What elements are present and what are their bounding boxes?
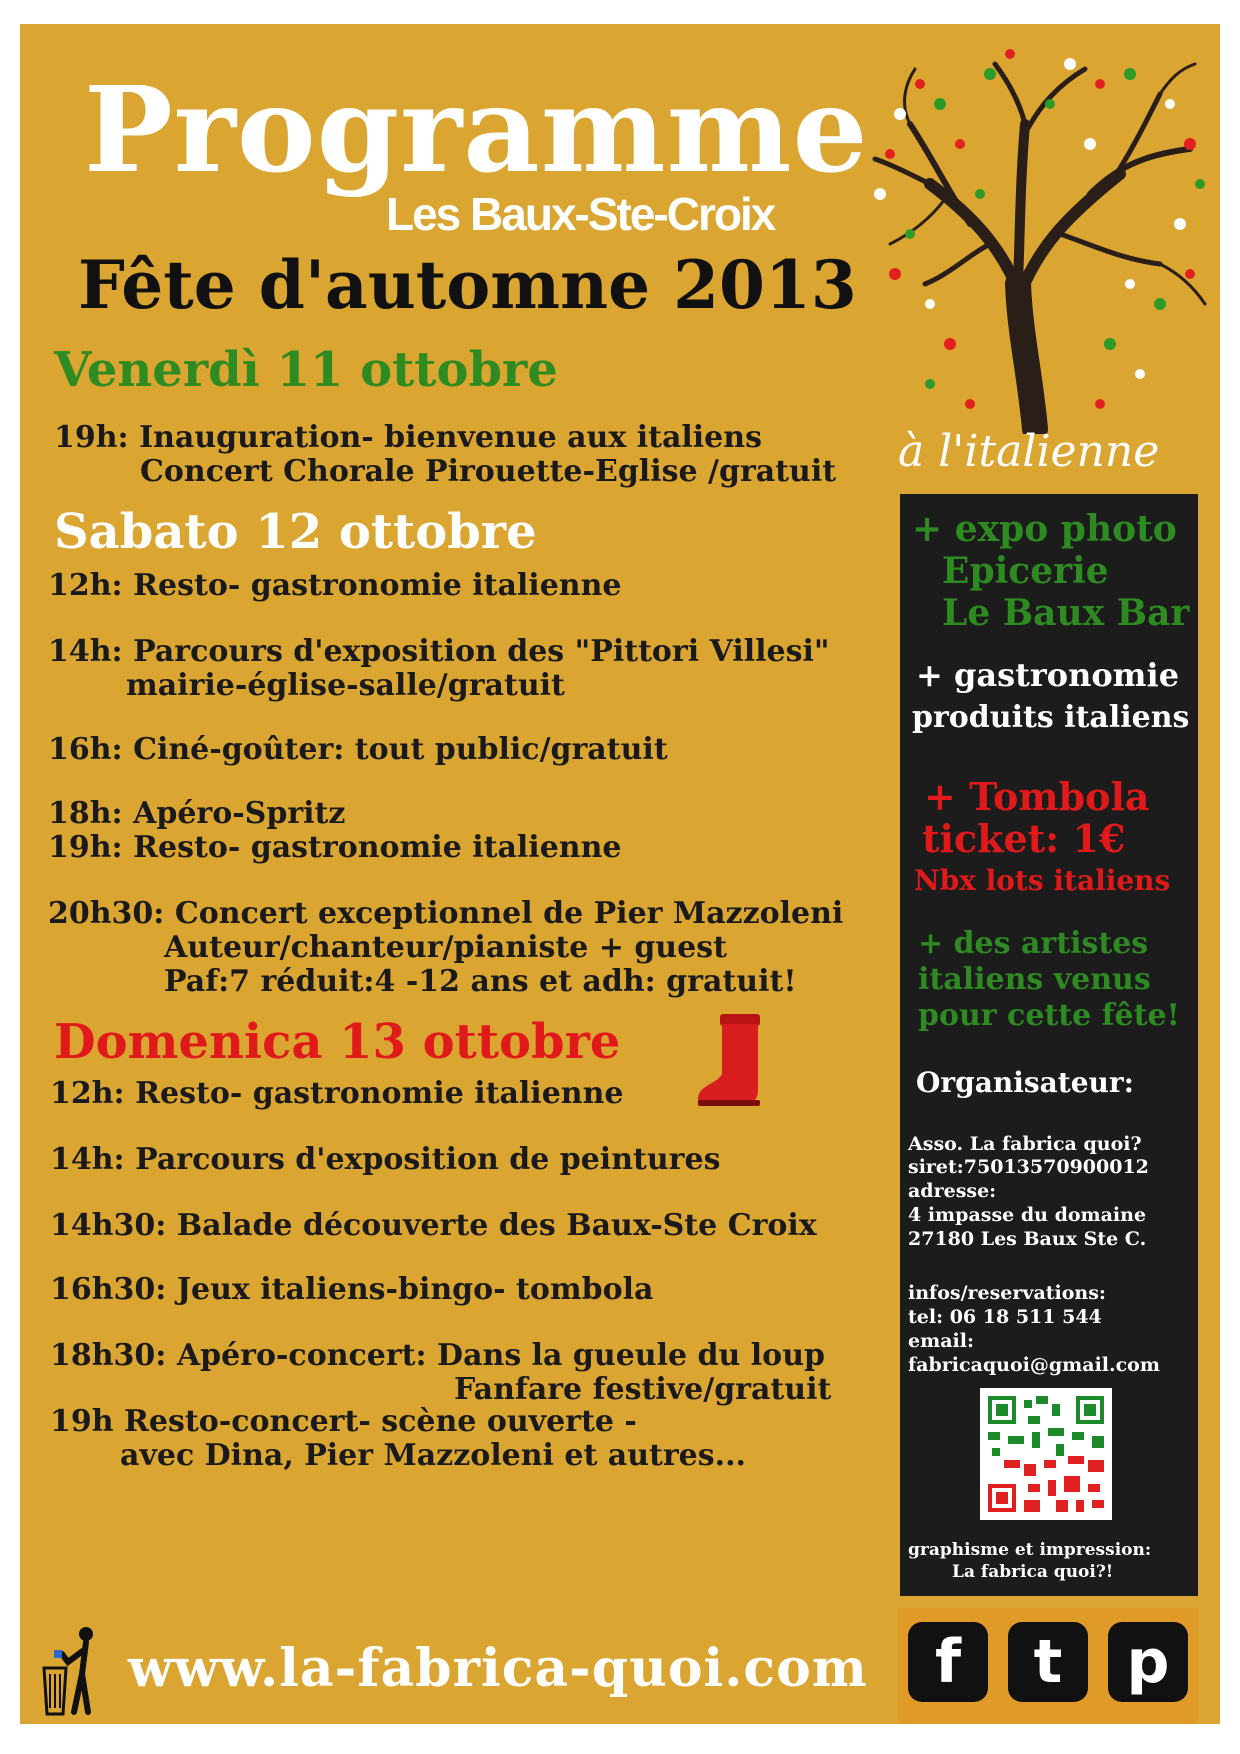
tombola-line: Nbx lots italiens <box>914 864 1171 897</box>
qr-code-icon[interactable] <box>980 1388 1112 1520</box>
gastro-line: produits italiens <box>912 700 1190 735</box>
day-heading-venerdi: Venerdì 11 ottobre <box>54 342 558 398</box>
artistes-line: + des artistes <box>918 926 1149 961</box>
day-heading-sabato: Sabato 12 ottobre <box>54 504 537 560</box>
event-line: 12h: Resto- gastronomie italienne <box>50 1076 624 1111</box>
contact-email[interactable]: fabricaquoi@gmail.com <box>908 1354 1160 1376</box>
event-line: 20h30: Concert exceptionnel de Pier Mazzoleni <box>48 896 844 931</box>
autumn-tree-icon <box>870 44 1210 434</box>
day-heading-domenica: Domenica 13 ottobre <box>54 1014 621 1070</box>
asso-line: siret:75013570900012 <box>908 1156 1149 1178</box>
artistes-line: pour cette fête! <box>918 998 1180 1033</box>
event-line: 12h: Resto- gastronomie italienne <box>48 568 622 603</box>
tagline: à l'italienne <box>898 426 1160 477</box>
event-line: 18h30: Apéro-concert: Dans la gueule du loup <box>50 1338 825 1373</box>
event-line: 14h: Parcours d'exposition de peintures <box>50 1142 721 1177</box>
facebook-icon[interactable]: f <box>908 1622 988 1702</box>
tombola-line: + Tombola <box>924 774 1150 819</box>
trash-bin-icon <box>42 1624 106 1716</box>
event-line: 19h Resto-concert- scène ouverte - <box>50 1404 637 1439</box>
event-line: 18h: Apéro-Spritz <box>48 796 346 831</box>
event-line: Fanfare festive/gratuit <box>454 1372 832 1407</box>
credits-line: graphisme et impression: <box>908 1540 1152 1560</box>
expo-line: Epicerie <box>942 550 1109 592</box>
website-link[interactable]: www.la-fabrica-quoi.com <box>128 1638 868 1699</box>
contact-line: email: <box>908 1330 974 1352</box>
event-line: 16h: Ciné-goûter: tout public/gratuit <box>48 732 668 767</box>
event-line: 14h: Parcours d'exposition des "Pittori Villesi" <box>48 634 830 669</box>
event-line: Concert Chorale Pirouette-Eglise /gratuit <box>140 454 837 489</box>
asso-line: adresse: <box>908 1180 997 1202</box>
event-line: 19h: Inauguration- bienvenue aux italiens <box>54 420 762 455</box>
twitter-icon[interactable]: t <box>1008 1622 1088 1702</box>
asso-line: 4 impasse du domaine <box>908 1204 1147 1226</box>
credits-line: La fabrica quoi?! <box>952 1562 1114 1582</box>
organisateur-label: Organisateur: <box>916 1066 1134 1099</box>
event-line: Auteur/chanteur/pianiste + guest <box>164 930 727 965</box>
event-line: 14h30: Balade découverte des Baux-Ste Croix <box>50 1208 817 1243</box>
contact-line: infos/reservations: <box>908 1282 1106 1304</box>
red-boot-icon <box>696 1012 766 1108</box>
poster-subtitle: Les Baux-Ste-Croix <box>386 188 775 240</box>
fete-title: Fête d'automne 2013 <box>78 246 857 324</box>
event-line: 16h30: Jeux italiens-bingo- tombola <box>50 1272 654 1307</box>
gastro-line: + gastronomie <box>916 656 1180 694</box>
asso-line: Asso. La fabrica quoi? <box>908 1133 1142 1155</box>
contact-line[interactable]: tel: 06 18 511 544 <box>908 1306 1102 1328</box>
info-sidebar <box>900 494 1198 1596</box>
poster <box>20 24 1220 1724</box>
asso-line: 27180 Les Baux Ste C. <box>908 1228 1147 1250</box>
event-line: 19h: Resto- gastronomie italienne <box>48 830 622 865</box>
event-line: Paf:7 réduit:4 -12 ans et adh: gratuit! <box>164 964 797 999</box>
tombola-line: ticket: 1€ <box>922 816 1126 861</box>
expo-line: Le Baux Bar <box>942 592 1190 634</box>
pinterest-icon[interactable]: p <box>1108 1622 1188 1702</box>
event-line: avec Dina, Pier Mazzoleni et autres... <box>120 1438 746 1473</box>
poster-title: Programme <box>84 60 869 199</box>
event-line: mairie-église-salle/gratuit <box>126 668 565 703</box>
expo-line: + expo photo <box>912 508 1177 550</box>
artistes-line: italiens venus <box>918 962 1151 997</box>
